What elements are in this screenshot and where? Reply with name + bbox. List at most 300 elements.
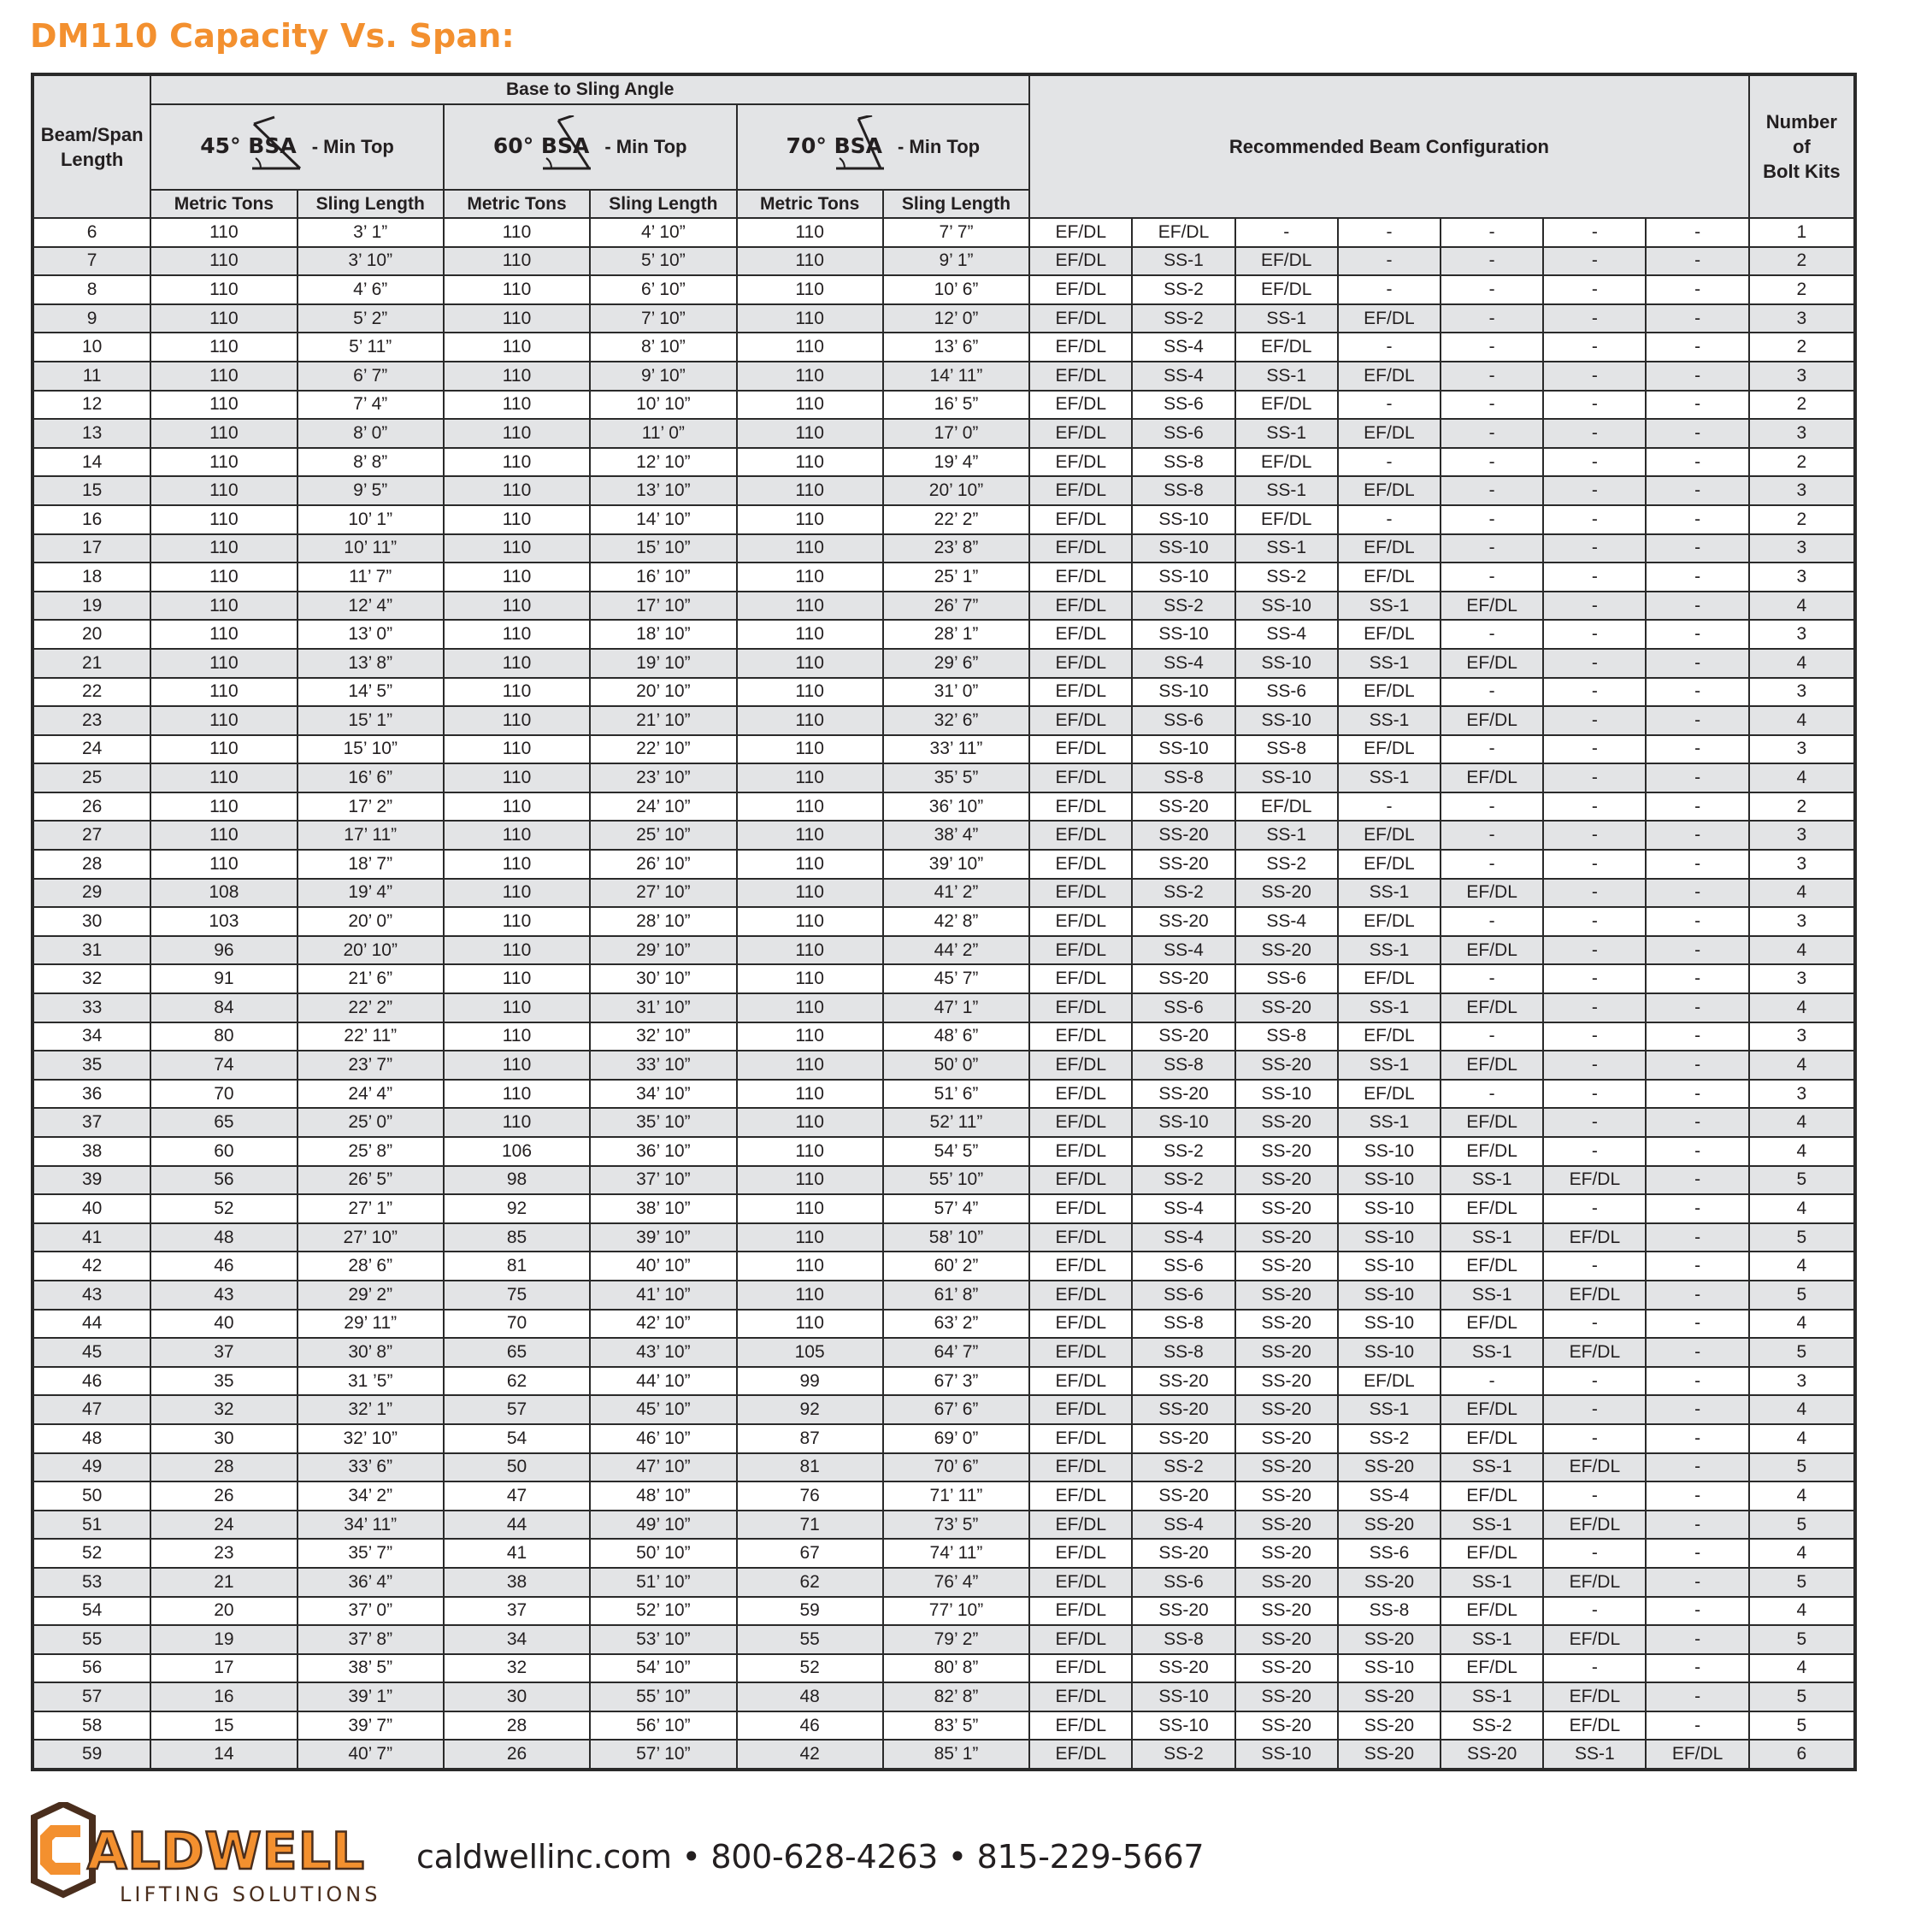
table-cell: 14’ 5”: [298, 678, 444, 707]
table-cell: EF/DL: [1338, 1022, 1441, 1051]
table-cell: 110: [737, 850, 883, 879]
table-row: [32, 391, 1855, 420]
table-cell: 10: [32, 333, 150, 362]
table-cell: 110: [150, 419, 297, 448]
table-cell: 51’ 10”: [590, 1568, 736, 1597]
table-cell: -: [1338, 275, 1441, 304]
table-cell: EF/DL: [1029, 1740, 1132, 1770]
table-cell: 26: [32, 792, 150, 822]
table-cell: EF/DL: [1029, 275, 1132, 304]
table-cell: EF/DL: [1441, 1654, 1543, 1683]
table-cell: 19: [32, 592, 150, 621]
table-cell: 7’ 4”: [298, 391, 444, 420]
table-row: [32, 1051, 1855, 1080]
table-cell: SS-8: [1235, 1022, 1338, 1051]
table-cell: SS-10: [1338, 1252, 1441, 1281]
table-cell: 41: [444, 1539, 590, 1568]
table-cell: EF/DL: [1029, 419, 1132, 448]
table-cell: 110: [737, 678, 883, 707]
table-cell: SS-20: [1132, 1395, 1234, 1424]
table-cell: -: [1543, 907, 1646, 936]
table-cell: 85’ 1”: [883, 1740, 1029, 1770]
table-row: [32, 993, 1855, 1022]
table-cell: 110: [444, 678, 590, 707]
table-cell: 110: [737, 792, 883, 822]
table-cell: 57’ 4”: [883, 1194, 1029, 1223]
table-cell: 74’ 11”: [883, 1539, 1029, 1568]
table-cell: 2: [1749, 247, 1855, 276]
table-cell: 110: [737, 1108, 883, 1137]
table-cell: EF/DL: [1029, 678, 1132, 707]
table-row: [32, 1625, 1855, 1654]
table-cell: SS-8: [1132, 1051, 1234, 1080]
table-cell: 21: [150, 1568, 297, 1597]
table-cell: -: [1543, 763, 1646, 792]
table-cell: 12’ 0”: [883, 304, 1029, 333]
table-cell: 52’ 11”: [883, 1108, 1029, 1137]
bsa-45-degree: 45°: [200, 133, 241, 158]
table-cell: 36’ 10”: [590, 1137, 736, 1166]
table-cell: 70: [444, 1310, 590, 1339]
table-cell: 19’ 4”: [298, 879, 444, 908]
table-cell: 110: [150, 362, 297, 391]
table-cell: SS-4: [1132, 362, 1234, 391]
table-cell: SS-2: [1132, 879, 1234, 908]
table-cell: SS-20: [1235, 1711, 1338, 1741]
table-cell: -: [1543, 1367, 1646, 1396]
table-cell: EF/DL: [1029, 391, 1132, 420]
table-cell: EF/DL: [1543, 1511, 1646, 1540]
table-cell: 3: [1749, 850, 1855, 879]
table-cell: 44: [444, 1511, 590, 1540]
table-cell: SS-6: [1132, 993, 1234, 1022]
table-cell: 110: [444, 964, 590, 993]
table-cell: 35: [150, 1367, 297, 1396]
table-cell: 31’ 0”: [883, 678, 1029, 707]
table-cell: -: [1543, 1108, 1646, 1137]
table-cell: EF/DL: [1029, 1108, 1132, 1137]
table-cell: 4: [1749, 1395, 1855, 1424]
table-cell: EF/DL: [1441, 1481, 1543, 1511]
table-cell: 5: [1749, 1625, 1855, 1654]
table-cell: EF/DL: [1029, 1281, 1132, 1310]
table-cell: 4: [1749, 1310, 1855, 1339]
table-cell: SS-20: [1235, 1166, 1338, 1195]
table-cell: 55’ 10”: [590, 1682, 736, 1711]
table-cell: 110: [737, 275, 883, 304]
table-cell: 26: [150, 1481, 297, 1511]
table-cell: SS-2: [1132, 1137, 1234, 1166]
table-cell: EF/DL: [1029, 1511, 1132, 1540]
table-cell: SS-1: [1338, 879, 1441, 908]
table-cell: 40’ 10”: [590, 1252, 736, 1281]
table-cell: 110: [737, 592, 883, 621]
table-cell: 34’ 2”: [298, 1481, 444, 1511]
table-cell: EF/DL: [1235, 505, 1338, 534]
table-cell: 32: [444, 1654, 590, 1683]
table-cell: 31’ 10”: [590, 993, 736, 1022]
table-cell: EF/DL: [1029, 907, 1132, 936]
table-cell: 110: [150, 592, 297, 621]
table-cell: 48’ 6”: [883, 1022, 1029, 1051]
table-cell: 20: [150, 1597, 297, 1626]
table-cell: EF/DL: [1029, 1539, 1132, 1568]
table-cell: -: [1543, 1051, 1646, 1080]
table-cell: 27’ 10”: [298, 1223, 444, 1252]
table-cell: 29’ 10”: [590, 936, 736, 965]
table-row: [32, 1654, 1855, 1683]
table-cell: 4: [1749, 592, 1855, 621]
table-row: [32, 448, 1855, 477]
table-cell: -: [1646, 1367, 1748, 1396]
table-cell: SS-6: [1132, 1252, 1234, 1281]
table-cell: 5’ 11”: [298, 333, 444, 362]
table-cell: EF/DL: [1029, 964, 1132, 993]
table-cell: 26’ 7”: [883, 592, 1029, 621]
table-row: [32, 1568, 1855, 1597]
table-cell: 110: [444, 275, 590, 304]
table-cell: SS-20: [1235, 1424, 1338, 1453]
table-cell: 39’ 10”: [590, 1223, 736, 1252]
table-cell: -: [1543, 1252, 1646, 1281]
table-cell: 38: [32, 1137, 150, 1166]
table-cell: 57: [444, 1395, 590, 1424]
table-cell: -: [1338, 333, 1441, 362]
table-cell: SS-20: [1338, 1568, 1441, 1597]
table-row: [32, 1682, 1855, 1711]
table-cell: 29’ 11”: [298, 1310, 444, 1339]
table-row: [32, 763, 1855, 792]
table-cell: SS-20: [1235, 879, 1338, 908]
table-row: [32, 706, 1855, 735]
table-row: [32, 1137, 1855, 1166]
table-cell: -: [1646, 1511, 1748, 1540]
bsa-60-min-top: - Min Top: [604, 136, 687, 157]
table-cell: 40: [150, 1310, 297, 1339]
table-row: [32, 1395, 1855, 1424]
table-cell: 5: [1749, 1568, 1855, 1597]
table-cell: EF/DL: [1338, 362, 1441, 391]
table-cell: 48’ 10”: [590, 1481, 736, 1511]
table-cell: EF/DL: [1338, 678, 1441, 707]
table-cell: SS-4: [1132, 649, 1234, 678]
table-cell: -: [1338, 792, 1441, 822]
table-cell: 15’ 10”: [298, 735, 444, 764]
table-cell: 110: [444, 907, 590, 936]
table-cell: 54’ 10”: [590, 1654, 736, 1683]
table-cell: -: [1646, 275, 1748, 304]
sling-length-header-45: Sling Length: [298, 190, 444, 218]
table-cell: 57: [32, 1682, 150, 1711]
table-cell: -: [1646, 592, 1748, 621]
table-cell: 4’ 10”: [590, 218, 736, 247]
table-cell: EF/DL: [1029, 1654, 1132, 1683]
table-cell: -: [1646, 1281, 1748, 1310]
table-cell: SS-2: [1132, 592, 1234, 621]
table-row: [32, 620, 1855, 649]
table-cell: 60’ 2”: [883, 1252, 1029, 1281]
table-cell: -: [1646, 1711, 1748, 1741]
table-cell: EF/DL: [1441, 936, 1543, 965]
table-cell: SS-10: [1235, 1080, 1338, 1109]
table-cell: 28: [444, 1711, 590, 1741]
table-cell: EF/DL: [1338, 821, 1441, 850]
table-cell: 16’ 6”: [298, 763, 444, 792]
table-cell: 32’ 6”: [883, 706, 1029, 735]
table-cell: -: [1646, 1338, 1748, 1367]
table-cell: 82’ 8”: [883, 1682, 1029, 1711]
table-cell: 12’ 10”: [590, 448, 736, 477]
table-cell: 17: [32, 534, 150, 563]
table-cell: SS-20: [1235, 1539, 1338, 1568]
table-cell: SS-6: [1338, 1539, 1441, 1568]
table-cell: 15’ 10”: [590, 534, 736, 563]
table-cell: 17’ 10”: [590, 592, 736, 621]
table-cell: 84: [150, 993, 297, 1022]
table-cell: -: [1441, 821, 1543, 850]
table-cell: SS-1: [1441, 1281, 1543, 1310]
table-cell: 30: [32, 907, 150, 936]
table-row: [32, 505, 1855, 534]
table-cell: 8’ 0”: [298, 419, 444, 448]
table-cell: 7’ 10”: [590, 304, 736, 333]
table-body: [32, 218, 1855, 1770]
table-cell: SS-10: [1132, 1682, 1234, 1711]
table-cell: 3: [1749, 821, 1855, 850]
table-row: [32, 1080, 1855, 1109]
table-cell: 10’ 10”: [590, 391, 736, 420]
table-cell: 36’ 10”: [883, 792, 1029, 822]
table-cell: EF/DL: [1543, 1453, 1646, 1482]
table-cell: SS-10: [1338, 1166, 1441, 1195]
bsa-60-text: BSA: [540, 133, 590, 158]
table-cell: EF/DL: [1029, 792, 1132, 822]
table-cell: EF/DL: [1029, 1080, 1132, 1109]
table-cell: 52’ 10”: [590, 1597, 736, 1626]
table-cell: -: [1543, 1395, 1646, 1424]
table-cell: 32’ 10”: [590, 1022, 736, 1051]
table-cell: SS-10: [1338, 1310, 1441, 1339]
table-cell: 110: [444, 592, 590, 621]
table-row: [32, 678, 1855, 707]
table-cell: -: [1543, 1597, 1646, 1626]
bsa-45-text: BSA: [248, 133, 297, 158]
table-cell: SS-20: [1132, 1481, 1234, 1511]
table-cell: 34’ 11”: [298, 1511, 444, 1540]
table-cell: -: [1543, 476, 1646, 505]
table-cell: SS-10: [1338, 1338, 1441, 1367]
table-cell: -: [1646, 1223, 1748, 1252]
table-cell: 110: [737, 563, 883, 592]
table-cell: 5’ 2”: [298, 304, 444, 333]
table-cell: -: [1543, 362, 1646, 391]
capacity-table: [31, 73, 1857, 1771]
table-cell: 110: [444, 936, 590, 965]
table-cell: 41: [32, 1223, 150, 1252]
bsa-70-degree: 70°: [786, 133, 827, 158]
table-cell: 6: [1749, 1740, 1855, 1770]
table-cell: -: [1441, 735, 1543, 764]
table-cell: 110: [444, 620, 590, 649]
table-cell: SS-4: [1132, 333, 1234, 362]
table-cell: 47’ 1”: [883, 993, 1029, 1022]
table-cell: SS-10: [1338, 1281, 1441, 1310]
table-cell: SS-1: [1441, 1625, 1543, 1654]
table-cell: -: [1441, 448, 1543, 477]
table-cell: EF/DL: [1543, 1338, 1646, 1367]
table-cell: 25’ 10”: [590, 821, 736, 850]
table-cell: 47: [32, 1395, 150, 1424]
table-cell: 80’ 8”: [883, 1654, 1029, 1683]
table-cell: 2: [1749, 333, 1855, 362]
table-cell: 110: [444, 419, 590, 448]
table-cell: 110: [150, 534, 297, 563]
table-cell: 46’ 10”: [590, 1424, 736, 1453]
table-cell: 55: [32, 1625, 150, 1654]
table-cell: 29’ 2”: [298, 1281, 444, 1310]
table-cell: EF/DL: [1441, 649, 1543, 678]
table-cell: 110: [737, 821, 883, 850]
table-cell: 46: [32, 1367, 150, 1396]
table-cell: SS-8: [1132, 1310, 1234, 1339]
base-to-sling-header: Base to Sling Angle: [150, 74, 1029, 104]
table-cell: -: [1646, 362, 1748, 391]
table-cell: SS-20: [1132, 907, 1234, 936]
table-cell: 33: [32, 993, 150, 1022]
table-cell: 110: [737, 706, 883, 735]
table-cell: 56: [32, 1654, 150, 1683]
table-cell: SS-20: [1235, 1137, 1338, 1166]
table-cell: 110: [737, 1281, 883, 1310]
table-cell: SS-1: [1235, 821, 1338, 850]
table-cell: 49’ 10”: [590, 1511, 736, 1540]
table-cell: 54: [444, 1424, 590, 1453]
table-cell: 26’ 10”: [590, 850, 736, 879]
table-cell: 63’ 2”: [883, 1310, 1029, 1339]
table-cell: -: [1646, 706, 1748, 735]
table-cell: SS-20: [1338, 1740, 1441, 1770]
table-cell: 22’ 2”: [298, 993, 444, 1022]
table-cell: EF/DL: [1029, 218, 1132, 247]
table-row: [32, 362, 1855, 391]
table-cell: -: [1646, 1539, 1748, 1568]
table-cell: 106: [444, 1137, 590, 1166]
table-cell: SS-20: [1235, 1511, 1338, 1540]
table-cell: -: [1235, 218, 1338, 247]
table-cell: EF/DL: [1029, 505, 1132, 534]
table-cell: 32: [32, 964, 150, 993]
table-cell: 33’ 11”: [883, 735, 1029, 764]
table-cell: 5: [1749, 1281, 1855, 1310]
table-cell: 28’ 10”: [590, 907, 736, 936]
table-cell: 17: [150, 1654, 297, 1683]
metric-tons-header-45: Metric Tons: [150, 190, 297, 218]
table-cell: 27: [32, 821, 150, 850]
table-cell: 76: [737, 1481, 883, 1511]
table-cell: SS-8: [1132, 1338, 1234, 1367]
table-row: [32, 1281, 1855, 1310]
table-cell: SS-2: [1338, 1424, 1441, 1453]
table-cell: -: [1646, 735, 1748, 764]
beam-span-header: [32, 74, 150, 218]
table-cell: 3: [1749, 476, 1855, 505]
recommended-config-header: Recommended Beam Configuration: [1029, 74, 1749, 218]
table-cell: -: [1543, 620, 1646, 649]
table-cell: EF/DL: [1441, 592, 1543, 621]
table-cell: 2: [1749, 792, 1855, 822]
table-cell: 55: [737, 1625, 883, 1654]
table-cell: -: [1543, 792, 1646, 822]
table-cell: SS-10: [1132, 563, 1234, 592]
table-row: [32, 476, 1855, 505]
table-cell: -: [1646, 964, 1748, 993]
table-cell: SS-20: [1235, 1367, 1338, 1396]
table-cell: 23: [150, 1539, 297, 1568]
table-cell: 36: [32, 1080, 150, 1109]
table-cell: 21: [32, 649, 150, 678]
table-cell: 34: [32, 1022, 150, 1051]
table-cell: 110: [737, 247, 883, 276]
table-cell: 32’ 1”: [298, 1395, 444, 1424]
table-cell: 81: [737, 1453, 883, 1482]
table-row: [32, 1108, 1855, 1137]
table-cell: EF/DL: [1338, 563, 1441, 592]
table-cell: 30: [444, 1682, 590, 1711]
table-cell: SS-1: [1235, 362, 1338, 391]
table-cell: 4: [1749, 763, 1855, 792]
table-cell: 110: [150, 391, 297, 420]
table-cell: 110: [444, 706, 590, 735]
table-cell: 92: [737, 1395, 883, 1424]
table-cell: EF/DL: [1029, 247, 1132, 276]
table-cell: 110: [150, 476, 297, 505]
table-cell: 64’ 7”: [883, 1338, 1029, 1367]
table-cell: 110: [150, 275, 297, 304]
table-cell: SS-2: [1235, 850, 1338, 879]
table-cell: SS-8: [1132, 448, 1234, 477]
table-cell: -: [1646, 505, 1748, 534]
table-cell: EF/DL: [1029, 304, 1132, 333]
table-cell: 30: [150, 1424, 297, 1453]
table-cell: -: [1646, 879, 1748, 908]
table-cell: 10’ 1”: [298, 505, 444, 534]
table-cell: SS-2: [1132, 1453, 1234, 1482]
table-cell: SS-20: [1235, 936, 1338, 965]
table-cell: SS-8: [1235, 735, 1338, 764]
table-row: [32, 534, 1855, 563]
table-cell: -: [1441, 362, 1543, 391]
table-row: [32, 907, 1855, 936]
table-cell: -: [1646, 1080, 1748, 1109]
table-cell: -: [1543, 649, 1646, 678]
table-cell: SS-2: [1132, 275, 1234, 304]
table-cell: -: [1543, 1310, 1646, 1339]
table-cell: -: [1543, 1654, 1646, 1683]
table-cell: 16’ 10”: [590, 563, 736, 592]
table-cell: EF/DL: [1029, 936, 1132, 965]
table-cell: 85: [444, 1223, 590, 1252]
table-cell: 110: [737, 879, 883, 908]
table-cell: 110: [150, 218, 297, 247]
table-cell: EF/DL: [1235, 275, 1338, 304]
table-cell: 43: [32, 1281, 150, 1310]
table-cell: SS-10: [1132, 678, 1234, 707]
table-cell: 25’ 0”: [298, 1108, 444, 1137]
table-cell: SS-1: [1235, 476, 1338, 505]
table-cell: SS-10: [1235, 763, 1338, 792]
table-cell: -: [1441, 563, 1543, 592]
table-cell: -: [1441, 1022, 1543, 1051]
